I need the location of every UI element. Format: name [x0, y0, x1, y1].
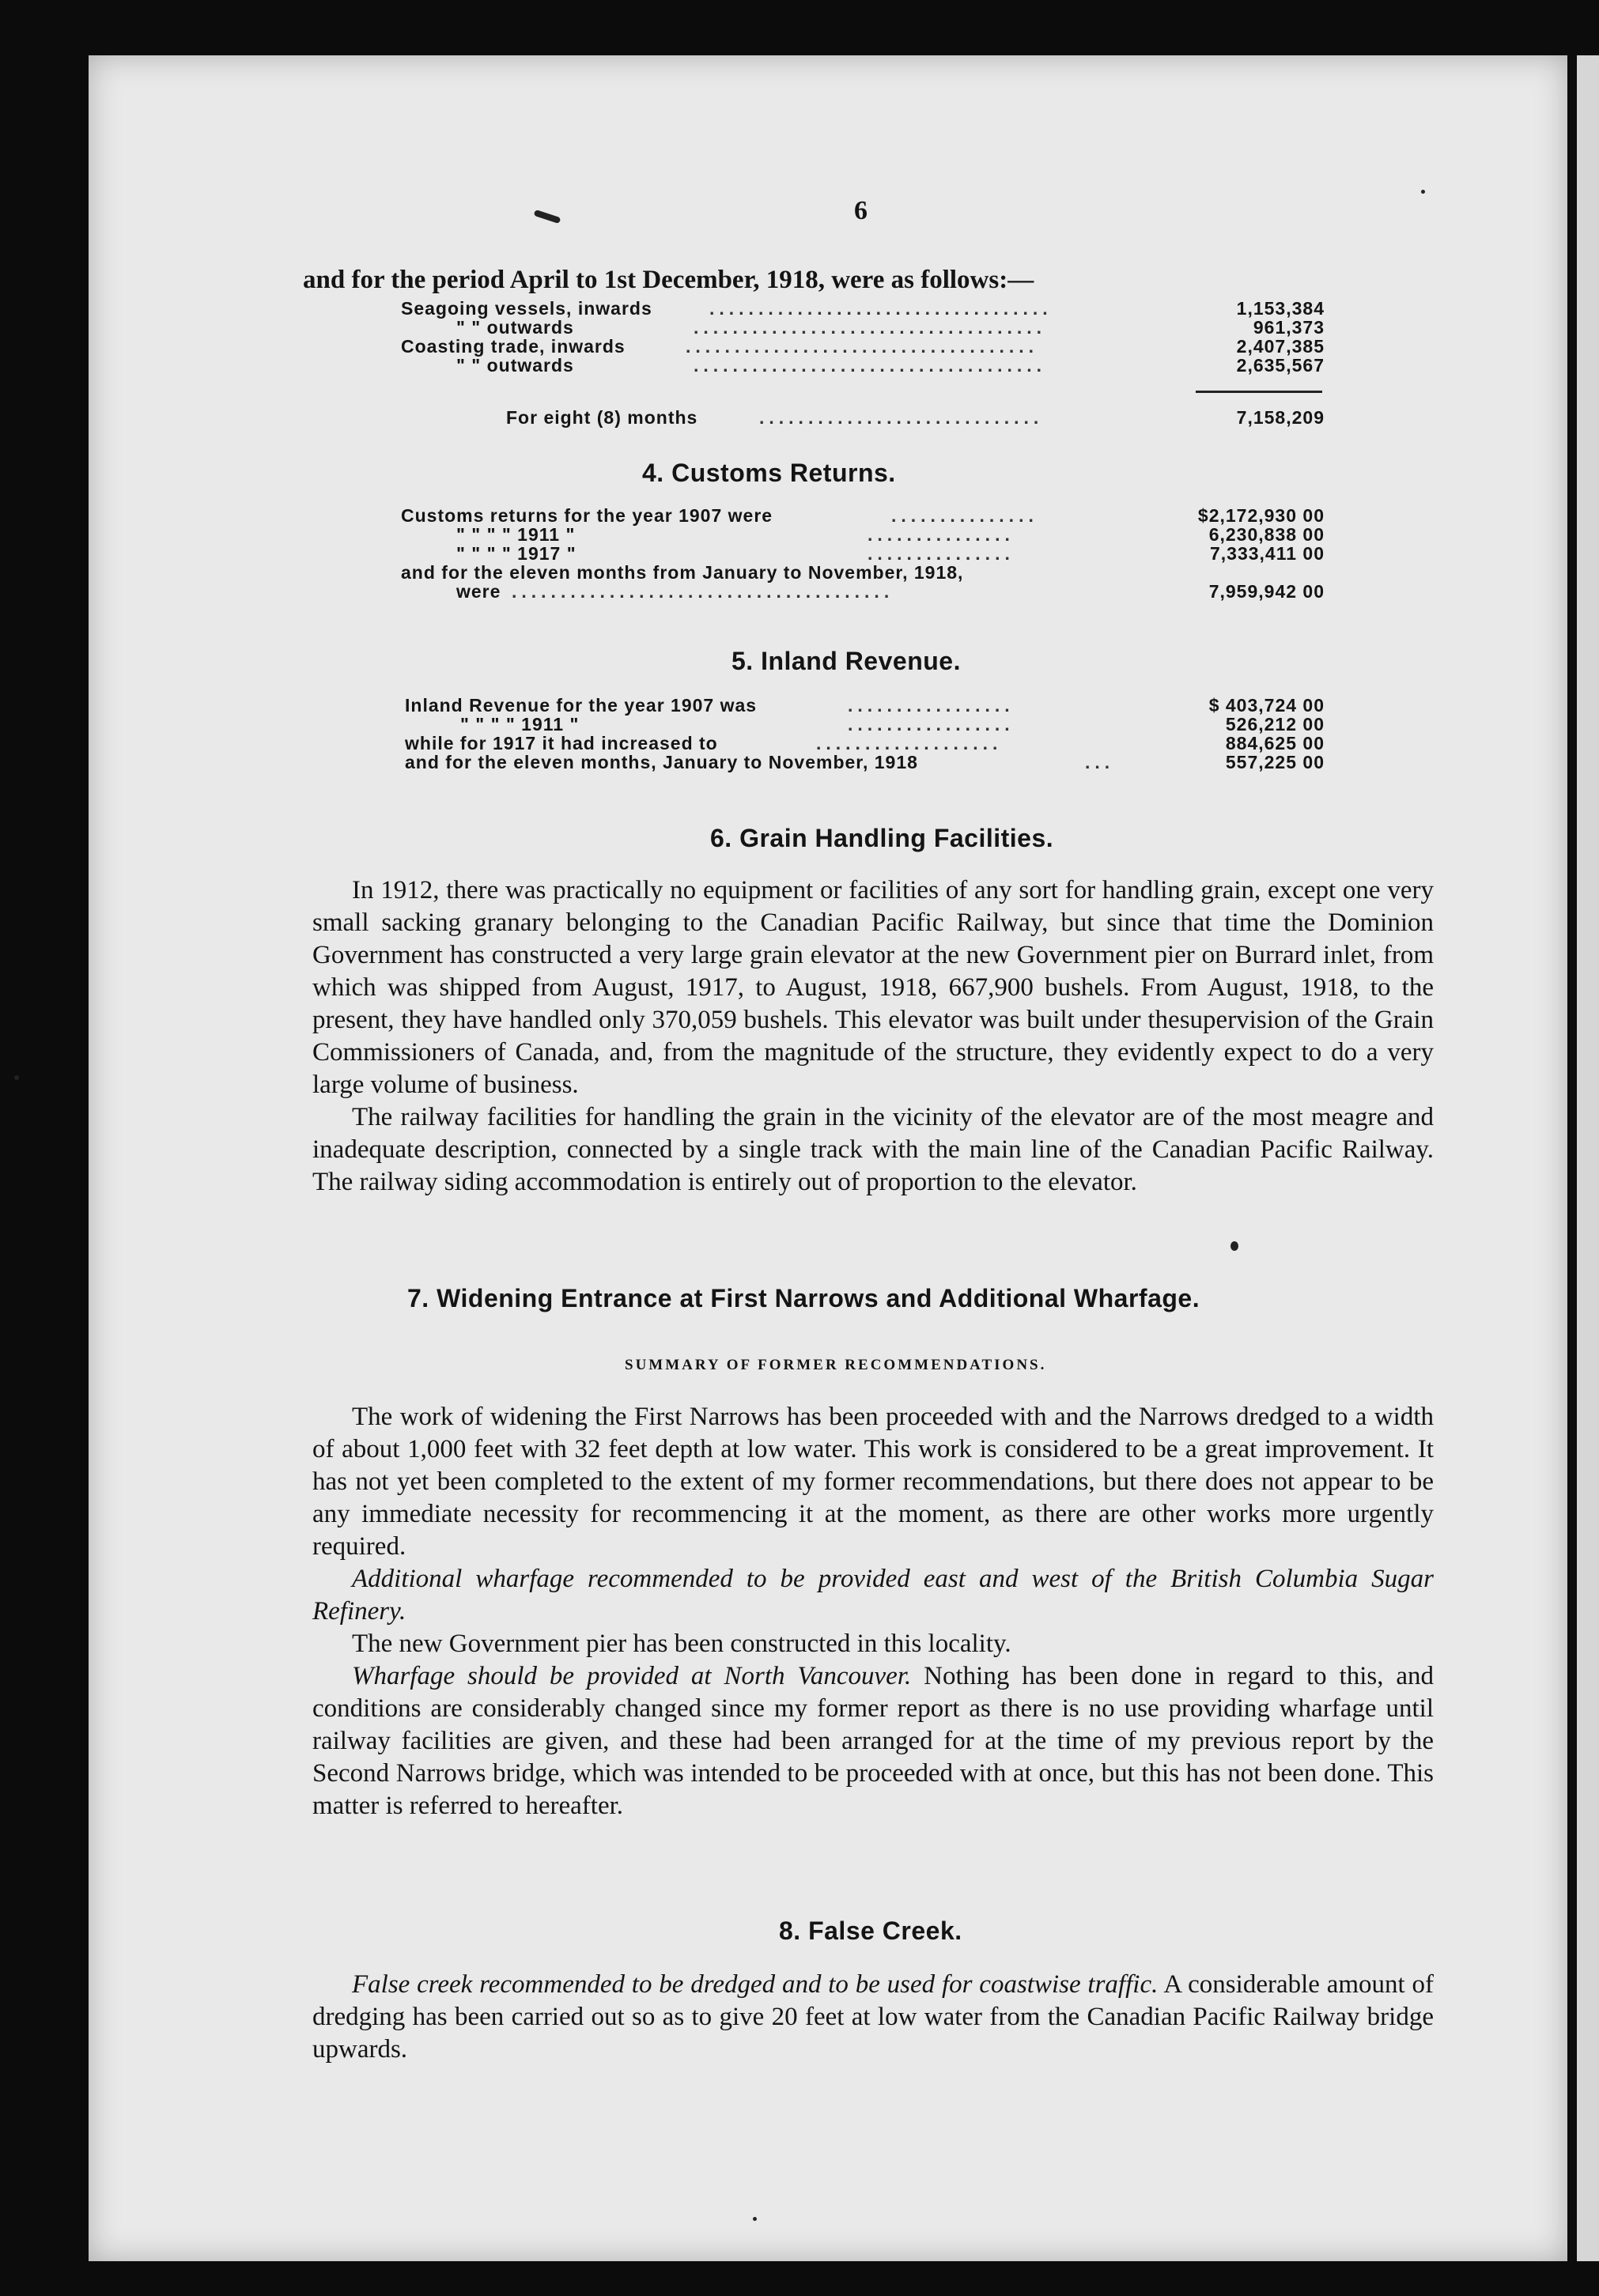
italic-lead: False creek recommended to be dredged and to be used for coastwise traffic.	[352, 1970, 1159, 1999]
row-label: For eight (8) months	[506, 407, 698, 428]
paragraph: In 1912, there was practically no equipment or facilities of any sort for handling grain, except one very small sacking granary belonging to the Canadian Pacific Railway, but since that time the Dominion Government has constructed a very large grain elevator at the new Government pier on Burrard inlet, from which was shipped from August, 1917, to August, 1918, 667,900 bushels. From August, 1918, to the present, they have handled only 370,059 bushels. This elevator was built under thesupervision of the Grain Commissioners of Canada, and, from the magnitude of the structure, they evidently expect to do a very large volume of business.	[312, 876, 1434, 1099]
customs-table	[401, 506, 1325, 601]
row-value: $2,172,930 00	[1197, 505, 1325, 526]
table-row: were ....................................... 7,959,942 00	[456, 581, 1325, 602]
table-row: For eight (8) months ............................. 7,158,209	[506, 407, 1325, 428]
row-label: Coasting trade, inwards	[401, 336, 626, 357]
tonnage-total	[506, 408, 1325, 427]
subheading: SUMMARY OF FORMER RECOMMENDATIONS.	[625, 1357, 1047, 1373]
row-label: Inland Revenue for the year 1907 was	[405, 695, 758, 716]
table-row: and for the eleven months, January to November, 1918 ... 557,225 00	[405, 752, 1325, 772]
table-row: while for 1917 it had increased to ................... 884,625 00	[405, 733, 1325, 753]
section-heading: 6. Grain Handling Facilities.	[710, 824, 1054, 852]
paragraph-rest: A considerable amount of dredging has been carried out so as to give 20 feet at low water from the Canadian Pacific Railway bridge upwards.	[312, 1970, 1435, 2064]
table-row: Customs returns for the year 1907 were ............... $2,172,930 00	[401, 505, 1325, 526]
row-value: 1,153,384	[1236, 298, 1325, 319]
row-label: " " outwards	[456, 317, 574, 338]
ink-speck	[1230, 1241, 1238, 1251]
row-value: $ 403,724 00	[1208, 695, 1325, 716]
inland-revenue-table	[405, 696, 1325, 772]
table-row: " " outwards .................................... 2,635,567	[456, 355, 1325, 376]
section-heading: 5. Inland Revenue.	[731, 647, 961, 675]
table-row: " " outwards .................................... 961,373	[456, 317, 1325, 338]
row-label: were	[456, 581, 501, 602]
row-value: 526,212 00	[1225, 714, 1325, 734]
row-value: 884,625 00	[1225, 733, 1325, 753]
paragraph-rest: Nothing has been done in regard to this, and conditions are considerably changed since my former report as there is no use providing wharfage until railway facilities are given, and these had been arranged for at the time of my previous report by the Second Narrows bridge, which was intended to be proceeded with at once, but this has not been done. This matter is referred to hereafter.	[312, 1662, 1435, 1820]
table-row: Seagoing vessels, inwards ................................... 1,153,384	[401, 298, 1325, 319]
row-label: " " outwards	[456, 355, 574, 376]
table-row: " " " " 1911 " ............... 6,230,838 00	[456, 524, 1325, 545]
row-value: 6,230,838 00	[1208, 524, 1325, 545]
row-label: while for 1917 it had increased to	[405, 733, 718, 753]
table-row: " " " " 1911 " ................. 526,212 00	[460, 714, 1325, 734]
adjacent-page-edge	[1577, 55, 1599, 2261]
table-row: Inland Revenue for the year 1907 was ................. $ 403,724 00	[405, 695, 1325, 716]
row-value: 7,959,942 00	[1208, 581, 1325, 602]
paragraph	[312, 1969, 1434, 2066]
page-number: 6	[854, 196, 868, 225]
row-label: " " " " 1911 "	[456, 524, 576, 545]
ink-speck	[753, 2217, 757, 2221]
paragraph: The new Government pier has been constructed in this locality.	[352, 1629, 1011, 1658]
ink-speck	[14, 1075, 19, 1080]
row-value: 2,407,385	[1236, 336, 1325, 357]
narrows-text	[312, 1401, 1434, 1822]
total-rule	[1196, 391, 1322, 393]
paragraph: The railway facilities for handling the grain in the vicinity of the elevator are of the most meagre and inadequate description, connected by a single track with the main line of the Canadian Pacific Railway. The railway siding accommodation is entirely out of proportion to the elevator.	[312, 1103, 1434, 1196]
row-label: and for the eleven months, January to November, 1918	[405, 752, 918, 772]
row-label: Customs returns for the year 1907 were	[401, 505, 773, 526]
tonnage-table	[401, 299, 1325, 375]
row-label: " " " " 1911 "	[460, 714, 580, 734]
section-heading: 4. Customs Returns.	[642, 459, 896, 487]
section-heading: 7. Widening Entrance at First Narrows and Additional Wharfage.	[407, 1284, 1200, 1312]
intro-line: and for the period April to 1st December, 1918, were as follows:—	[303, 266, 1034, 294]
ink-speck	[1421, 190, 1425, 194]
row-label: and for the eleven months from January to November, 1918,	[401, 562, 964, 583]
row-value: 7,333,411 00	[1209, 543, 1325, 564]
row-value: 557,225 00	[1225, 752, 1325, 772]
row-value: 7,158,209	[1236, 407, 1325, 428]
row-label: " " " " 1917 "	[456, 543, 576, 564]
table-row: " " " " 1917 " ............... 7,333,411 00	[456, 543, 1325, 564]
table-row: Coasting trade, inwards .................................... 2,407,385	[401, 336, 1325, 357]
row-label: Seagoing vessels, inwards	[401, 298, 652, 319]
italic-lead: Wharfage should be provided at North Vancouver.	[352, 1662, 912, 1690]
paragraph-italic: Additional wharfage recommended to be provided east and west of the British Columbia Sugar Refinery.	[312, 1565, 1434, 1626]
grain-text	[312, 874, 1434, 1199]
paragraph	[312, 1660, 1434, 1822]
table-row	[401, 563, 1325, 582]
row-value: 961,373	[1253, 317, 1325, 338]
row-value: 2,635,567	[1236, 355, 1325, 376]
paragraph: The work of widening the First Narrows has been proceeded with and the Narrows dredged to a width of about 1,000 feet with 32 feet depth at low water. This work is considered to be a great improvement. It has not yet been completed to the extent of my former recommendations, but there does not appear to be any immediate necessity for recommencing it at the moment, as there are other works more urgently required.	[312, 1403, 1434, 1561]
false-creek-text	[312, 1969, 1434, 2066]
section-heading: 8. False Creek.	[779, 1916, 962, 1945]
